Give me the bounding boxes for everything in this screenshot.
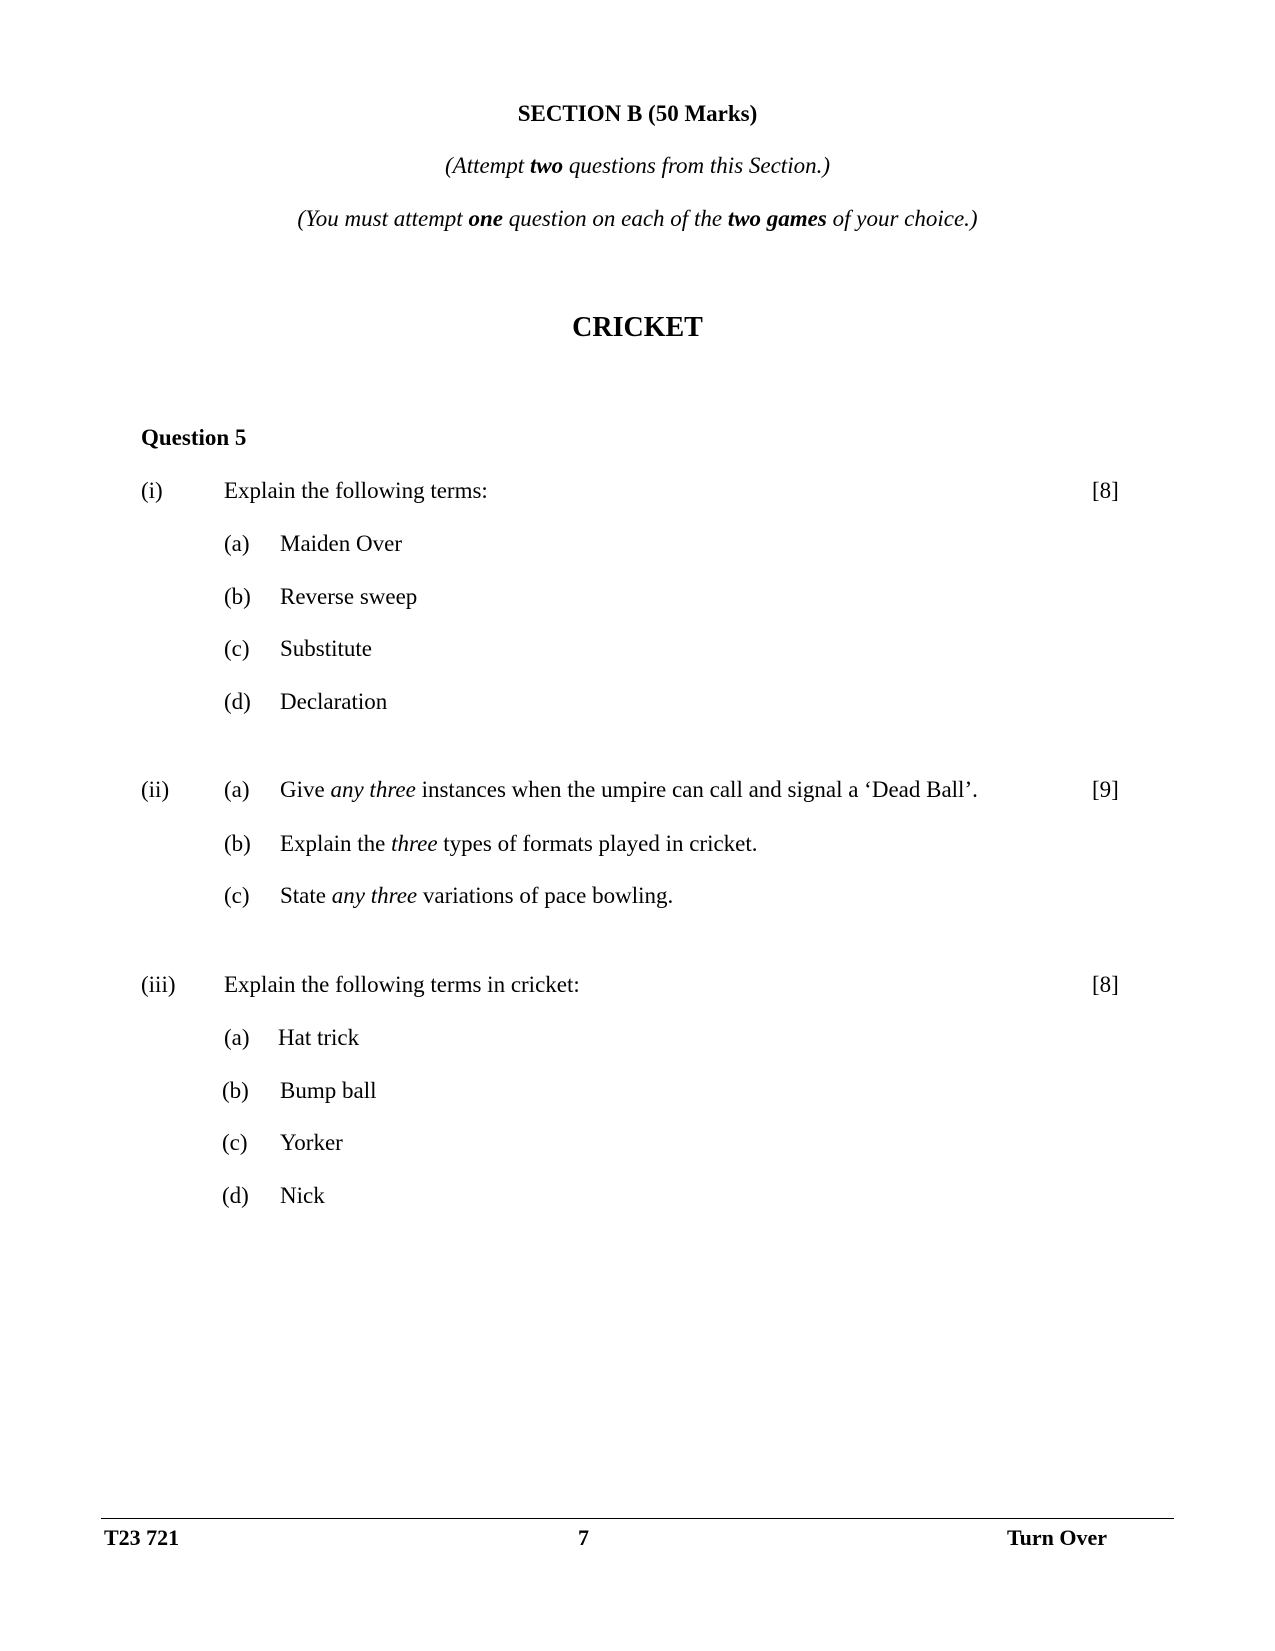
instruction-attempt-two: (Attempt two questions from this Section.) — [444, 153, 830, 178]
question-title: Question 5 — [141, 425, 247, 450]
marks: [9] — [1092, 777, 1119, 802]
marks: [8] — [1092, 972, 1119, 997]
item-text: Maiden Over — [280, 531, 402, 556]
part-number: (i) — [141, 478, 163, 503]
game-title: CRICKET — [572, 312, 703, 343]
item-text: State any three variations of pace bowling. — [280, 883, 674, 908]
item-label: (c) — [222, 1130, 248, 1155]
item-text: Give any three instances when the umpire can call and signal a ‘Dead Ball’. — [280, 777, 978, 802]
part-number: (iii) — [141, 972, 176, 997]
item-text: Hat trick — [278, 1025, 360, 1050]
item-text: Declaration — [280, 689, 388, 714]
item-label: (c) — [224, 636, 250, 661]
instruction-one-per-game: (You must attempt one question on each of the two games of your choice.) — [297, 206, 978, 231]
item-label: (b) — [224, 831, 251, 856]
item-text: Substitute — [280, 636, 373, 661]
item-text: Explain the three types of formats played in cricket. — [280, 831, 758, 856]
item-text: Yorker — [280, 1130, 343, 1155]
footer-rule — [101, 1518, 1174, 1519]
section-title: SECTION B (50 Marks) — [517, 101, 758, 126]
page-number: 7 — [578, 1525, 589, 1550]
part-text: Explain the following terms in cricket: — [224, 972, 580, 997]
item-label: (b) — [224, 584, 251, 609]
item-label: (d) — [224, 689, 251, 714]
item-label: (d) — [222, 1183, 249, 1208]
item-label: (a) — [224, 531, 250, 556]
turn-over: Turn Over — [1007, 1525, 1108, 1550]
part-text: Explain the following terms: — [224, 478, 488, 503]
item-text: Reverse sweep — [280, 584, 418, 609]
item-text: Nick — [280, 1183, 325, 1208]
item-label: (b) — [222, 1078, 249, 1103]
item-label: (c) — [224, 883, 250, 908]
paper-code: T23 721 — [104, 1525, 180, 1550]
item-text: Bump ball — [280, 1078, 377, 1103]
item-label: (a) — [224, 1025, 250, 1050]
marks: [8] — [1092, 478, 1119, 503]
part-number: (ii) — [141, 777, 170, 802]
item-label: (a) — [224, 777, 250, 802]
